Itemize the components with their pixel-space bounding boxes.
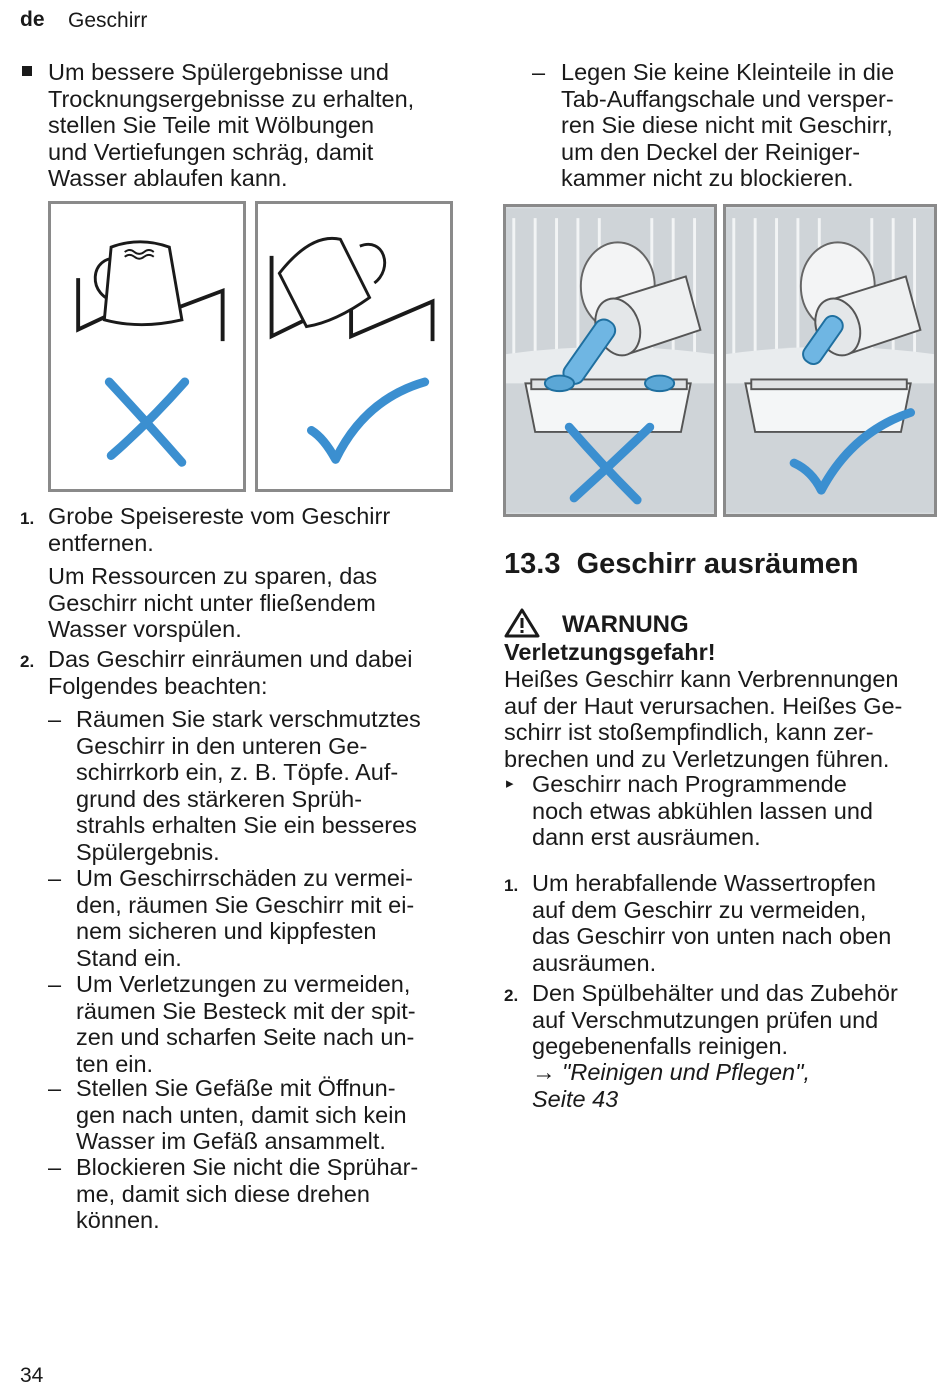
page-header-title: Geschirr — [68, 9, 148, 32]
dash-marker: – — [48, 1154, 62, 1180]
tab-tray-blocked-photo — [503, 204, 717, 517]
cross-mark-icon — [109, 382, 185, 462]
dash-marker: – — [48, 706, 62, 732]
step-text: Grobe Speisereste vom Geschirr entfernen. — [48, 503, 391, 556]
step-number: 1. — [20, 509, 35, 528]
section-heading — [504, 548, 859, 581]
reference-link-text[interactable]: "Reinigen und Pflegen", — [562, 1059, 810, 1085]
dash-text: Legen Sie keine Kleinteile in die Tab-Auffangschale und versper- ren Sie diese nicht mit Geschirr, um den Deckel der Reiniger- kammer nicht zu blockieren. — [561, 59, 895, 191]
sub-item: Um Geschirrschäden zu vermei- den, räumen Sie Geschirr mit ei- nem sicheren und kippfesten Stand ein. — [76, 865, 415, 971]
warning-subtitle: Verletzungsgefahr! — [504, 639, 716, 665]
dash-marker: – — [532, 59, 546, 85]
sub-item: Um Verletzungen zu vermeiden, räumen Sie Besteck mit der spit- zen und scharfen Seite nach un- ten ein. — [76, 971, 416, 1077]
sub-item: Blockieren Sie nicht die Sprühar- me, damit sich diese drehen können. — [76, 1154, 419, 1233]
action-marker-icon: ▸ — [506, 775, 514, 792]
warning-text: Heißes Geschirr kann Verbrennungen auf der Haut verursachen. Heißes Ge- schirr ist stoßempfindlich, kann zer- brechen und zu Verletzungen führen. — [504, 666, 903, 772]
action-text: Geschirr nach Programmende noch etwas abkühlen lassen und dann erst ausräumen. — [532, 771, 873, 850]
check-mark-icon — [311, 382, 424, 460]
step-text: Das Geschirr einräumen und dabei Folgendes beachten: — [48, 646, 413, 699]
step-number: 2. — [20, 652, 35, 671]
step-number: 1. — [504, 876, 519, 895]
cross-reference[interactable] — [532, 1059, 944, 1112]
warning-triangle-icon — [504, 608, 540, 638]
step-number: 2. — [504, 986, 519, 1005]
warning-label: WARNUNG — [562, 611, 689, 638]
sub-item: Räumen Sie stark verschmutztes Geschirr in den unteren Ge- schirrkorb ein, z. B. Töpfe. Auf- grund des stärkeren Sprüh- strahls erhalten Sie ein besseres Spülergebnis. — [76, 706, 421, 865]
dash-marker: – — [48, 865, 62, 891]
dash-marker: – — [48, 971, 62, 997]
page-number: 34 — [20, 1364, 44, 1387]
language-code: de — [20, 8, 45, 31]
section-number: 13.3 — [504, 548, 561, 580]
step-note: Um Ressourcen zu sparen, das Geschirr nicht unter fließendem Wasser vorspülen. — [48, 563, 378, 642]
cup-upright-figure — [48, 201, 246, 492]
section-title: Geschirr ausräumen — [576, 548, 859, 580]
bullet-text: Um bessere Spülergebnisse und Trocknungsergebnisse zu erhalten, stellen Sie Teile mit Wölbungen und Vertiefungen schräg, damit Wasser ablaufen kann. — [48, 59, 415, 191]
cup-tilted-figure — [255, 201, 453, 492]
step-text: Den Spülbehälter und das Zubehör auf Verschmutzungen prüfen und gegebenenfalls reinigen. — [532, 980, 898, 1059]
dash-marker: – — [48, 1075, 62, 1101]
reference-page[interactable]: Seite 43 — [532, 1085, 619, 1112]
step-text: Um herabfallende Wassertropfen auf dem Geschirr zu vermeiden, das Geschirr von unten nach oben ausräumen. — [532, 870, 892, 976]
square-bullet-icon — [22, 66, 32, 76]
tab-tray-free-photo — [723, 204, 937, 517]
arrow-right-icon: → — [532, 1059, 556, 1085]
sub-item: Stellen Sie Gefäße mit Öffnun- gen nach unten, damit sich kein Wasser im Gefäß ansammelt. — [76, 1075, 407, 1154]
